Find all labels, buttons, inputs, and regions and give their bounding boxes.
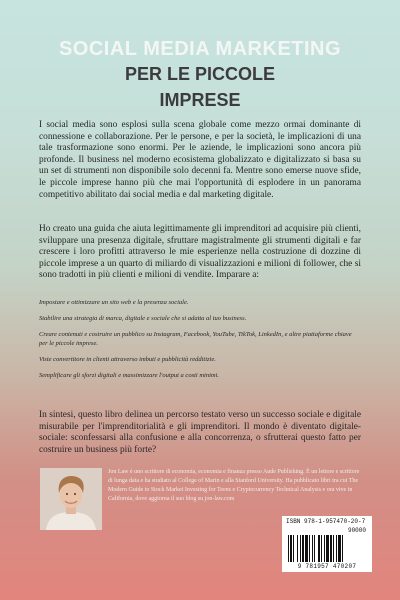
book-title-line-1: SOCIAL MEDIA MARKETING (58, 38, 342, 60)
book-title-line-3: IMPRESE (159, 90, 241, 110)
learning-point: Creare contenuti e costruire un pubblico su Instagram, Facebook, YouTube, TikTok, LinkedIn, e altre piattaforme chiave per le piccole imprese. (39, 331, 352, 347)
isbn-number: ISBN 978-1-957470-20-7 (286, 518, 366, 525)
barcode-bars (288, 535, 366, 562)
intro-paragraph: I social media sono esplosi sulla scena globale come mezzo ormai dominante di connessione e collaborazione. Per le persone, e per la società, le implicazioni di una tale trasformazione sono enormi. Per le aziende, le implicazioni sono ancora più profonde. Il business nel moderno ecosistema globalizzato e digitalizzato si basa su un set di strumenti non disponibile solo decenni fa. Mentre sono emerse nuove sfide, le piccole imprese hanno più che mai l'opportunità di esplodere in un panorama competitivo abilitato dai social media e dal marketing digitale. (39, 120, 361, 200)
learning-points-list (39, 299, 361, 388)
author-portrait-icon (40, 468, 102, 530)
author-bio: Jon Law è uno scrittore di economia, economia e finanza presso Aude Publishing. È un lettore e scrittore di lunga data e ha studiato al College of Marin e alla Stanford University. Ha pubblicato libri tra cui The Modern Guide to Stock Market Investing for Teens e Cryptocurrency Technical Analysis e ora vive in California, dove aggiorna il suo blog su jon-law.com (108, 469, 360, 502)
isbn-barcode (282, 516, 372, 572)
price-code: 90000 (347, 527, 366, 534)
learning-point: Impostare e ottimizzare un sito web e la presenza sociale. (39, 299, 189, 306)
summary-paragraph: In sintesi, questo libro delinea un percorso testato verso un successo sociale e digitale misurabile per l'imprenditorialità e gli imprenditori. Il mondo è diventato digitale-sociale: sconfessarsi alla confusione e alla concorrenza, o sfrutterai questo fatto per costruire un business più forte? (39, 410, 361, 455)
learning-point: Semplificare gli sforzi digitali e massimizzare l'output a costi minimi. (39, 372, 220, 380)
learning-point: Viste convertitore in clienti attraverso imbuti e pubblicità redditizie. (39, 355, 216, 363)
ean-digits: 9 781957 470207 (297, 563, 357, 570)
guide-paragraph: Ho creato una guida che aiuta legittimamente gli imprenditori ad acquisire più clienti, sviluppare una presenza digitale, sfruttare magistralmente gli strumenti digitali e far crescere i loro profitti attraverso le mie esperienze nella costruzione di dozzine di piccole imprese a un quarto di miliardo di visualizzazioni e milioni di follower, che si sono tradotti in più clienti e milioni di vendite. Imparare a: (39, 224, 361, 281)
learning-point: Stabilire una strategia di marca, digitale e sociale che si adatta al tuo business. (39, 315, 247, 323)
author-photo (40, 468, 102, 530)
book-title-line-2: PER LE PICCOLE (124, 64, 276, 84)
